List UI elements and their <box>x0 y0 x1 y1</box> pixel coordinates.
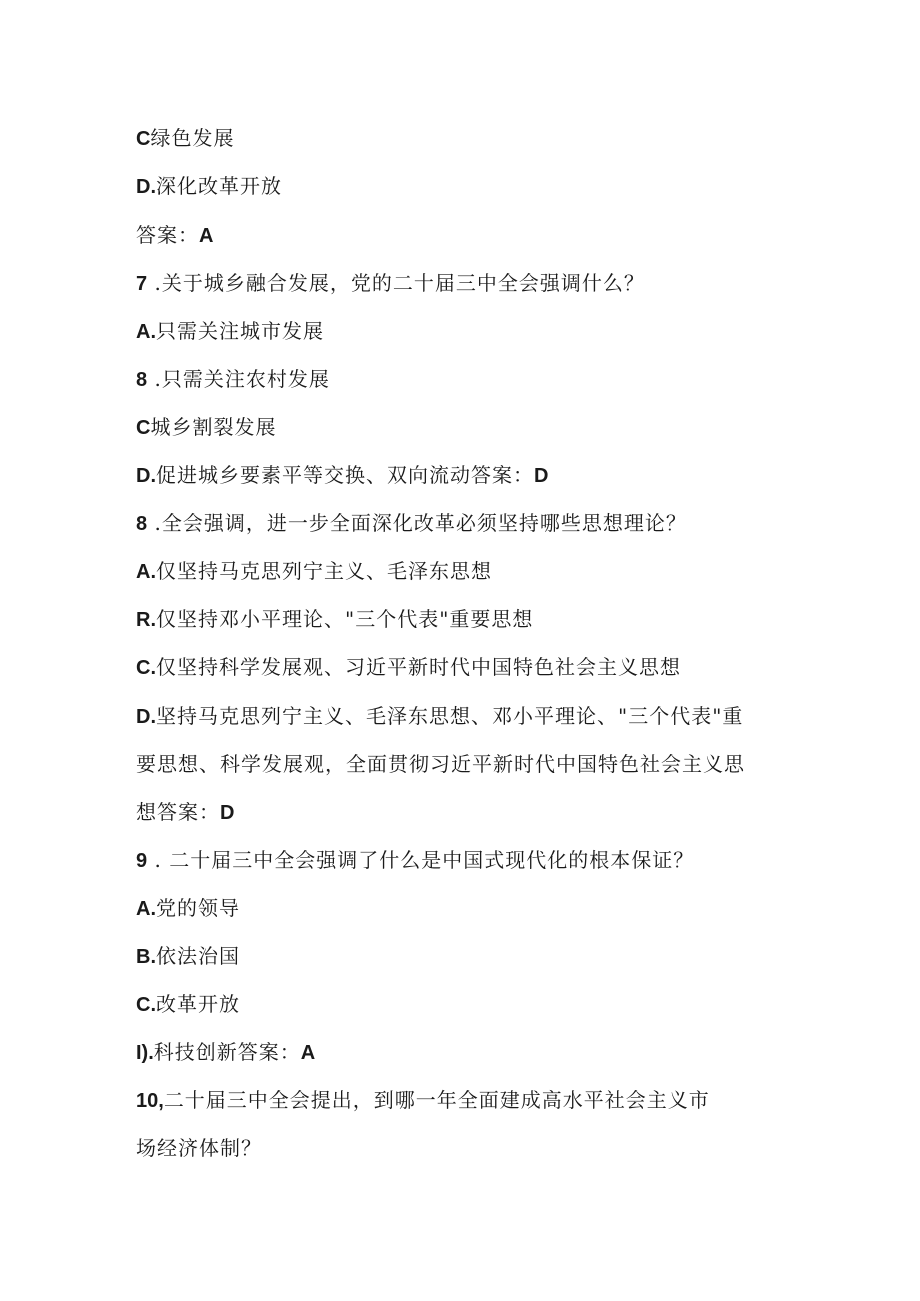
question-text: . 二十届三中全会强调了什么是中国式现代化的根本保证？ <box>147 848 695 872</box>
answer-value: A <box>300 1042 316 1064</box>
option-a-line <box>136 557 492 586</box>
option-b-line <box>136 365 330 394</box>
option-text: 党的领导 <box>156 896 240 920</box>
question-text: .全会强调，进一步全面深化改革必须坚持哪些思想理论？ <box>147 511 687 535</box>
option-b-line <box>136 605 533 634</box>
question-8-line <box>136 509 687 538</box>
option-d-continuation <box>136 750 745 778</box>
option-text: 要思想、科学发展观，全面贯彻习近平新时代中国特色社会主义思 <box>136 752 745 776</box>
option-d-answer-line <box>136 1038 315 1067</box>
option-text: 仅坚持马克思列宁主义、毛泽东思想 <box>156 559 492 583</box>
option-prefix: 8 <box>136 369 148 391</box>
option-prefix: I). <box>136 1042 154 1064</box>
question-10-continuation <box>136 1134 262 1162</box>
option-d-answer-line <box>136 461 548 490</box>
option-text: 城乡割裂发展 <box>150 415 277 439</box>
option-prefix: D. <box>136 465 156 487</box>
option-a-line <box>136 894 240 923</box>
option-prefix: A. <box>136 321 156 343</box>
question-text: 二十届三中全会提出，到哪一年全面建成高水平社会主义市 <box>163 1088 710 1112</box>
question-number: 9 <box>136 850 148 872</box>
option-text: 只需关注城市发展 <box>156 319 324 343</box>
option-prefix: B. <box>136 946 156 968</box>
answer-label: 想答案： <box>136 800 220 824</box>
option-prefix: R. <box>136 609 156 631</box>
answer-value: D <box>220 802 235 824</box>
option-text: .只需关注农村发展 <box>147 367 330 391</box>
option-text: 仅坚持科学发展观、习近平新时代中国特色社会主义思想 <box>156 655 681 679</box>
answer-line <box>136 221 213 250</box>
question-text: .关于城乡融合发展，党的二十届三中全会强调什么？ <box>147 271 645 295</box>
option-text: 依法治国 <box>156 944 240 968</box>
option-prefix: C <box>136 128 151 150</box>
option-text: 科技创新答案： <box>153 1040 301 1064</box>
option-text: 仅坚持邓小平理论、"三个代表"重要思想 <box>156 607 534 631</box>
question-9-line <box>136 846 694 875</box>
option-c-line <box>136 413 276 442</box>
option-prefix: C. <box>136 994 156 1016</box>
option-c-line <box>136 990 240 1019</box>
option-text: 坚持马克思列宁主义、毛泽东思想、邓小平理论、"三个代表"重 <box>156 704 744 728</box>
answer-value: A <box>199 225 214 247</box>
option-prefix: C <box>136 417 151 439</box>
answer-value: D <box>534 465 549 487</box>
option-c-line <box>136 653 681 682</box>
option-prefix: C. <box>136 657 156 679</box>
question-7-line <box>136 269 645 298</box>
option-c-line <box>136 124 234 153</box>
option-prefix: D. <box>136 176 156 198</box>
question-number: 8 <box>136 513 148 535</box>
question-number: 7 <box>136 273 148 295</box>
option-text: 促进城乡要素平等交换、双向流动答案： <box>156 463 534 487</box>
answer-line <box>136 798 234 827</box>
question-text: 场经济体制？ <box>136 1136 262 1160</box>
question-10-line <box>136 1086 710 1115</box>
option-d-line <box>136 702 743 731</box>
option-prefix: D. <box>136 706 156 728</box>
option-text: 改革开放 <box>156 992 240 1016</box>
question-number: 10, <box>136 1090 164 1112</box>
option-prefix: A. <box>136 898 156 920</box>
option-text: 深化改革开放 <box>156 174 282 198</box>
option-b-line <box>136 942 240 971</box>
option-text: 绿色发展 <box>150 126 235 150</box>
option-d-line <box>136 172 282 201</box>
option-a-line <box>136 317 324 346</box>
answer-label: 答案： <box>136 223 199 247</box>
option-prefix: A. <box>136 561 156 583</box>
